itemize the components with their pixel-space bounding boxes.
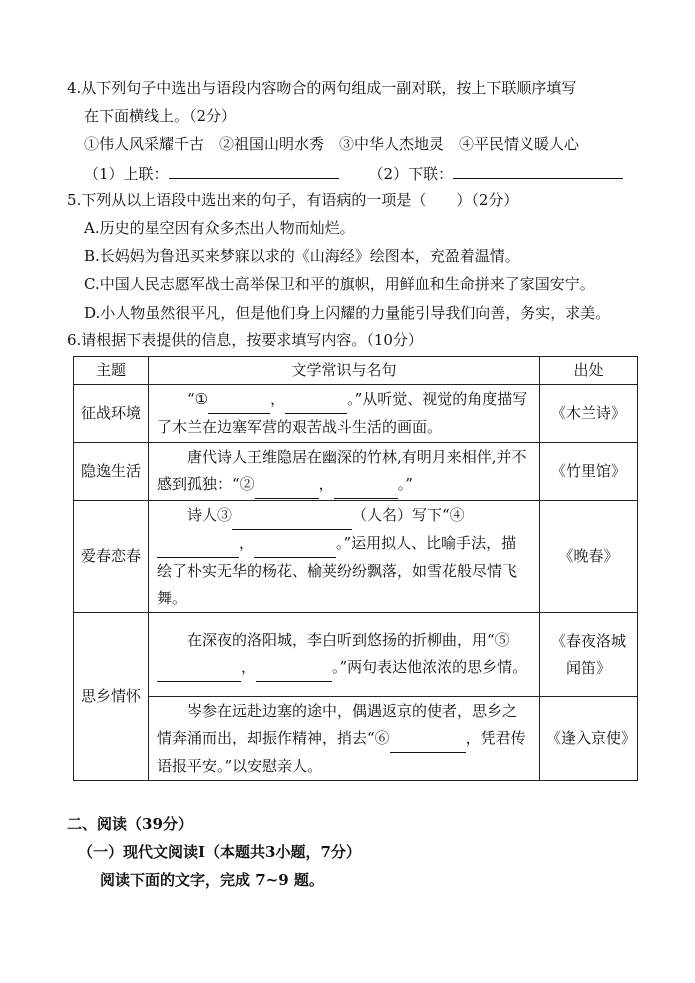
row-content: 岑参在远赴边塞的途中，偶遇返京的使者，思乡之情奔涌而出，却振作精神，捎去“⑥ ，凭君传语报平安。”以安慰亲人。 — [149, 697, 540, 781]
table-row — [74, 443, 638, 501]
blank-1b[interactable] — [285, 386, 347, 414]
blank-4b[interactable] — [254, 530, 336, 558]
blank-5b[interactable] — [256, 654, 332, 682]
subsection-title: （一）现代文阅读Ⅰ（本题共3小题，7分） — [78, 843, 361, 861]
row-content: “① ， 。”从听觉、视觉的角度描写了木兰在边塞军营的艰苦战斗生活的画面。 — [149, 385, 540, 443]
q5-option-c: C.中国人民志愿军战士高举保卫和平的旗帜，用鲜血和生命拼来了家国安宁。 — [84, 275, 595, 293]
literature-table — [73, 356, 638, 781]
blank-2b[interactable] — [334, 471, 398, 499]
header-source: 出处 — [540, 357, 638, 385]
q4-stem-line2: 在下面横线上。（2分） — [84, 107, 237, 125]
row-content: 诗人③ （人名）写下“④ ， 。”运用拟人、比喻手法，描绘了朴实无华的杨花、榆荚纷纷飘落，如雪花般尽情飞舞。 — [149, 501, 540, 613]
q4-answer-line — [84, 162, 623, 184]
row-theme: 征战环境 — [74, 385, 149, 443]
blank-6[interactable] — [390, 725, 466, 753]
row-source: 《春夜洛城闻笛》 — [540, 613, 638, 697]
q4-options: ①伟人风采耀千古 ②祖国山明水秀 ③中华人杰地灵 ④平民情义暖人心 — [84, 135, 580, 153]
q6-stem: 6.请根据下表提供的信息，按要求填写内容。（10分） — [67, 331, 423, 349]
table-header-row — [74, 357, 638, 385]
table-row — [74, 697, 638, 781]
upper-couplet-label: （1）上联： — [84, 165, 169, 183]
reading-instruction: 阅读下面的文字，完成 7~9 题。 — [100, 871, 324, 889]
header-theme: 主题 — [74, 357, 149, 385]
lower-couplet-label: （2）下联： — [368, 165, 454, 183]
table-row — [74, 501, 638, 613]
row-content: 在深夜的洛阳城，李白听到悠扬的折柳曲，用“⑤ ， 。”两句表达他浓浓的思乡情。 — [149, 613, 540, 697]
row-content: 唐代诗人王维隐居在幽深的竹林,有明月来相伴,并不感到孤独：“② ， 。” — [149, 443, 540, 501]
header-content: 文学常识与名句 — [149, 357, 540, 385]
q4-stem-line1: 4.从下列句子中选出与语段内容吻合的两句组成一副对联，按上下联顺序填写 — [67, 79, 577, 97]
blank-5a[interactable] — [157, 654, 241, 682]
row-source: 《竹里馆》 — [540, 443, 638, 501]
row-source: 《晚春》 — [540, 501, 638, 613]
table-row — [74, 385, 638, 443]
q5-option-d: D.小人物虽然很平凡，但是他们身上闪耀的力量能引导我们向善，务实，求美。 — [84, 304, 611, 322]
q5-option-b: B.长妈妈为鲁迅买来梦寐以求的《山海经》绘图本，充盈着温情。 — [84, 247, 520, 265]
row-source: 《木兰诗》 — [540, 385, 638, 443]
lower-couplet-blank[interactable] — [453, 162, 623, 179]
row-theme: 思乡情怀 — [74, 613, 149, 781]
row-theme: 隐逸生活 — [74, 443, 149, 501]
row-theme: 爱春恋春 — [74, 501, 149, 613]
blank-4a[interactable] — [157, 530, 239, 558]
blank-1a[interactable] — [208, 386, 270, 414]
blank-2a[interactable] — [255, 471, 319, 499]
section-title: 二、阅读（39分） — [67, 815, 193, 833]
upper-couplet-blank[interactable] — [169, 162, 339, 179]
table-row — [74, 613, 638, 697]
blank-3[interactable] — [232, 502, 352, 530]
q5-option-a: A.历史的星空因有众多杰出人物而灿烂。 — [84, 219, 355, 237]
row-source: 《逢入京使》 — [540, 697, 638, 781]
q5-stem: 5.下列从以上语段中选出来的句子，有语病的一项是（ ）（2分） — [67, 191, 519, 209]
